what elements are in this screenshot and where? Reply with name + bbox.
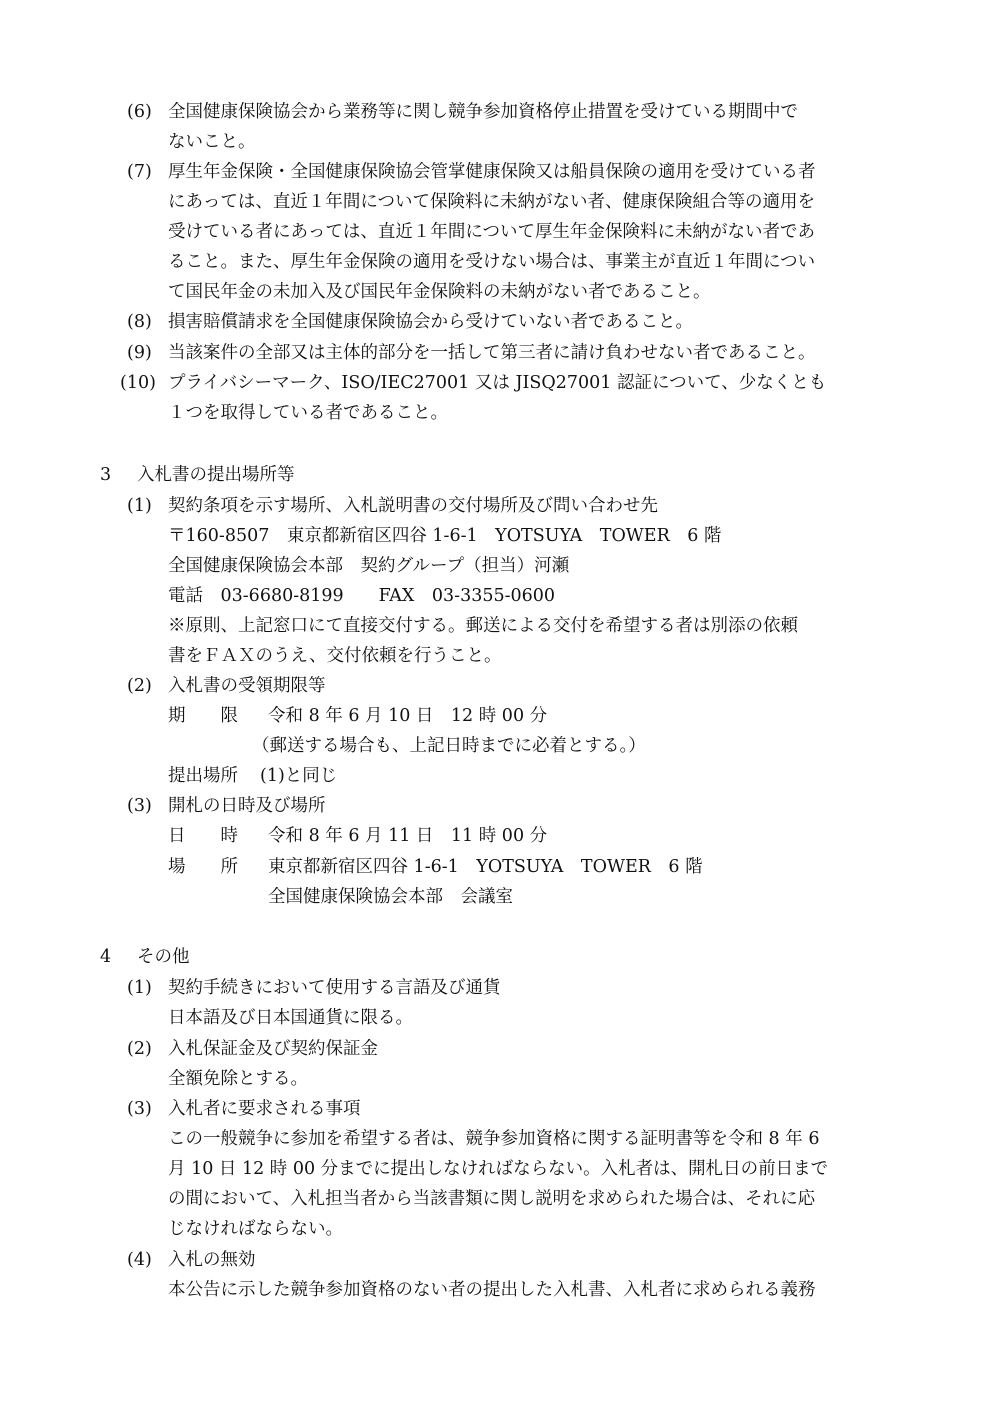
deadline-note-text: （郵送する場合も、上記日時までに必着とする。） (252, 736, 646, 756)
item-text: ること。また、厚生年金保険の適用を受けない場合は、事業主が直近１年間につい (168, 252, 816, 272)
place-value: (1)と同じ (260, 766, 338, 786)
section-number: 4 (100, 947, 112, 967)
item-2-10 (0, 368, 1000, 398)
contact-org (0, 551, 1000, 581)
item-2-8 (0, 307, 1000, 337)
note-text: ※原則、上記窓口にて直接交付する。郵送による交付を希望する者は別添の依頼 (168, 616, 798, 636)
section-title: その他 (137, 947, 190, 967)
item-number: (4) (127, 1250, 152, 1270)
place-label: 提出場所 (168, 766, 238, 786)
phone-text: 電話 03-6680-8199 FAX 03-3355-0600 (168, 586, 556, 606)
item-number: (7) (127, 162, 152, 182)
item-text: にあっては、直近１年間について保険料に未納がない者、健康保険組合等の適用を (168, 192, 815, 212)
place-label: 場 所 (168, 857, 238, 877)
item-text: 受けている者にあっては、直近１年間について厚生年金保険料に未納がない者であ (168, 222, 815, 242)
submission-place-row (0, 761, 1000, 791)
item-text: 損害賠償請求を全国健康保険協会から受けていない者であること。 (168, 312, 693, 332)
item-text: 開札の日時及び場所 (168, 796, 326, 816)
item-text: 厚生年金保険・全国健康保険協会管掌健康保険又は船員保険の適用を受けている者 (168, 162, 816, 182)
item-text: ないこと。 (168, 132, 256, 152)
item-4-4 (0, 1245, 1000, 1275)
section-4-heading (0, 942, 1000, 972)
date-value: 令和 8 年 6 月 11 日 11 時 00 分 (268, 826, 548, 846)
item-4-2 (0, 1034, 1000, 1064)
org-text: 全国健康保険協会本部 契約グループ（担当）河瀬 (168, 556, 570, 576)
place-value: 東京都新宿区四谷 1-6-1 YOTSUYA TOWER 6 階 (268, 857, 703, 877)
deadline-note (0, 731, 1000, 761)
item-text: 入札者に要求される事項 (168, 1099, 361, 1119)
item-2-7-cont (0, 247, 1000, 277)
item-text: の間において、入札担当者から当該書類に関し説明を求められた場合は、それに応 (168, 1189, 816, 1209)
item-text: 全額免除とする。 (168, 1069, 308, 1089)
item-4-1-cont (0, 1003, 1000, 1033)
item-text: プライバシーマーク、ISO/IEC27001 又は JISQ27001 認証について、少なくとも (168, 373, 827, 393)
contact-note-cont (0, 641, 1000, 671)
item-text: 日本語及び日本国通貨に限る。 (168, 1008, 413, 1028)
item-4-3-cont (0, 1124, 1000, 1154)
item-text: 契約条項を示す場所、入札説明書の交付場所及び問い合わせ先 (168, 496, 658, 516)
section-3-heading (0, 460, 1000, 490)
item-number: (8) (127, 312, 152, 332)
item-4-1 (0, 973, 1000, 1003)
item-number: (1) (127, 978, 152, 998)
address-text: 〒160-8507 東京都新宿区四谷 1-6-1 YOTSUYA TOWER 6 階 (168, 526, 722, 546)
opening-place-row-cont (0, 882, 1000, 912)
item-4-3-cont (0, 1184, 1000, 1214)
item-number: (10) (120, 373, 156, 393)
item-number: (2) (127, 676, 152, 696)
date-label: 日 時 (168, 826, 238, 846)
item-2-9 (0, 338, 1000, 368)
item-text: この一般競争に参加を希望する者は、競争参加資格に関する証明書等を令和 8 年 6 (168, 1129, 820, 1149)
item-text: 全国健康保険協会から業務等に関し競争参加資格停止措置を受けている期間中で (168, 102, 798, 122)
item-text: 入札保証金及び契約保証金 (168, 1039, 378, 1059)
item-2-7-cont (0, 217, 1000, 247)
item-text: 契約手続きにおいて使用する言語及び通貨 (168, 978, 501, 998)
item-text: 入札書の受領期限等 (168, 676, 326, 696)
item-text: 入札の無効 (168, 1250, 256, 1270)
contact-note (0, 611, 1000, 641)
deadline-row (0, 701, 1000, 731)
item-3-3 (0, 791, 1000, 821)
item-4-3 (0, 1094, 1000, 1124)
deadline-label: 期 限 (168, 706, 238, 726)
section-title: 入札書の提出場所等 (137, 465, 295, 485)
item-4-2-cont (0, 1064, 1000, 1094)
item-3-1 (0, 491, 1000, 521)
opening-date-row (0, 821, 1000, 851)
item-text: 本公告に示した競争参加資格のない者の提出した入札書、入札者に求められる義務 (168, 1280, 816, 1300)
opening-place-row (0, 852, 1000, 882)
item-2-7-cont (0, 187, 1000, 217)
item-4-3-cont (0, 1154, 1000, 1184)
item-2-7 (0, 157, 1000, 187)
item-number: (9) (127, 343, 152, 363)
item-2-7-cont (0, 277, 1000, 307)
place-value: 全国健康保険協会本部 会議室 (268, 887, 513, 907)
item-4-4-cont (0, 1275, 1000, 1305)
item-4-3-cont (0, 1214, 1000, 1244)
item-number: (3) (127, 1099, 152, 1119)
item-number: (6) (127, 102, 152, 122)
section-number: 3 (100, 465, 112, 485)
item-text: 月 10 日 12 時 00 分までに提出しなければならない。入札者は、開札日の前日まで (168, 1159, 829, 1179)
item-number: (3) (127, 796, 152, 816)
item-2-6-cont (0, 127, 1000, 157)
deadline-value: 令和 8 年 6 月 10 日 12 時 00 分 (268, 706, 548, 726)
item-text: 当該案件の全部又は主体的部分を一括して第三者に請け負わせない者であること。 (168, 343, 816, 363)
item-number: (1) (127, 496, 152, 516)
item-text: て国民年金の未加入及び国民年金保険料の未納がない者であること。 (168, 282, 711, 302)
item-text: じなければならない。 (168, 1219, 343, 1239)
note-text: 書をＦＡＸのうえ、交付依頼を行うこと。 (168, 646, 502, 666)
item-3-2 (0, 671, 1000, 701)
item-2-6 (0, 97, 1000, 127)
contact-address (0, 521, 1000, 551)
item-2-10-cont (0, 398, 1000, 428)
contact-phone (0, 581, 1000, 611)
item-number: (2) (127, 1039, 152, 1059)
item-text: １つを取得している者であること。 (168, 403, 448, 423)
